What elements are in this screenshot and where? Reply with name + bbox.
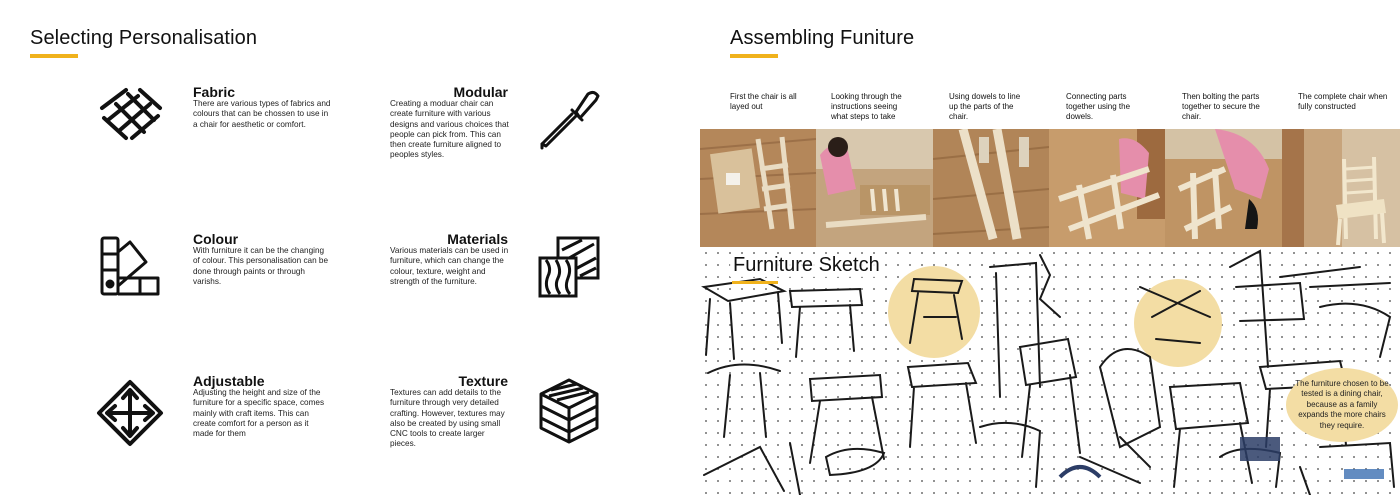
assembly-photo-4: [1049, 129, 1165, 247]
fabric-title: Fabric: [193, 84, 236, 100]
assembly-page: [700, 0, 1400, 495]
step-caption: Connecting parts together using the dowels.: [1066, 92, 1131, 121]
step-caption: First the chair is all layed out: [730, 92, 797, 111]
assembly-title: Assembling Funiture: [730, 27, 915, 49]
wood-crate-icon: [537, 376, 601, 446]
step-caption: Looking through the instructions seeing what steps to take: [831, 92, 902, 121]
step-caption: Then bolting the parts together to secure the chair.: [1182, 92, 1260, 121]
assembly-photo-strip: [700, 129, 1400, 247]
assembly-photo-6: [1282, 129, 1400, 247]
step-caption: The complete chair when fully constructed: [1298, 92, 1388, 111]
furniture-sketch-area: [700, 247, 1400, 495]
colour-description: With furniture it can be the changing of colour. This personalisation can be done through paints or through varishs.: [193, 246, 329, 286]
wood-grain-icon: [536, 236, 602, 298]
sketch-underline: [732, 281, 778, 284]
title-underline: [730, 54, 778, 58]
title-underline: [30, 54, 78, 58]
color-swatch-icon: [100, 234, 162, 298]
materials-title: Materials: [447, 231, 508, 247]
fabric-description: There are various types of fabrics and colours that can be chossen to use in a chair for aesthetic or comfort.: [193, 99, 331, 129]
personalisation-title: Selecting Personalisation: [30, 27, 258, 49]
sketch-title: Furniture Sketch: [730, 254, 883, 277]
materials-description: Various materials can be used in furniture, which can change the colour, texture, weight and strength of the furniture.: [390, 246, 509, 286]
modular-title: Modular: [453, 84, 508, 100]
step-caption: Using dowels to line up the parts of the chair.: [949, 92, 1021, 121]
assembly-photo-1: [700, 129, 816, 247]
chosen-furniture-note: [1286, 368, 1398, 442]
texture-title: Texture: [458, 373, 508, 389]
note-text: The furniture chosen to be tested is a dining chair, because as a family expands the more chairs they require.: [1295, 378, 1389, 430]
four-arrows-icon: [95, 378, 165, 448]
modular-description: Creating a moduar chair can create furniture with various designs and various choices that people can pick from. This can then create furniture aligned to peoples styles.: [390, 99, 509, 160]
chair-sketches: [700, 247, 1400, 495]
screwdriver-icon: [536, 88, 602, 154]
woven-fabric-icon: [96, 86, 166, 142]
texture-description: Textures can add details to the furniture through very detailed crafting. However, textures may also be created by using small CNC tools to create larger pieces.: [390, 388, 505, 449]
adjustable-description: Adjusting the height and size of the furniture for a specific space, comes mainly with craft items. This can create comfort for a person as it made for them: [193, 388, 325, 439]
colour-title: Colour: [193, 231, 239, 247]
assembly-photo-2: [816, 129, 933, 247]
assembly-photo-3: [933, 129, 1049, 247]
adjustable-title: Adjustable: [193, 373, 265, 389]
assembly-photo-5: [1165, 129, 1282, 247]
